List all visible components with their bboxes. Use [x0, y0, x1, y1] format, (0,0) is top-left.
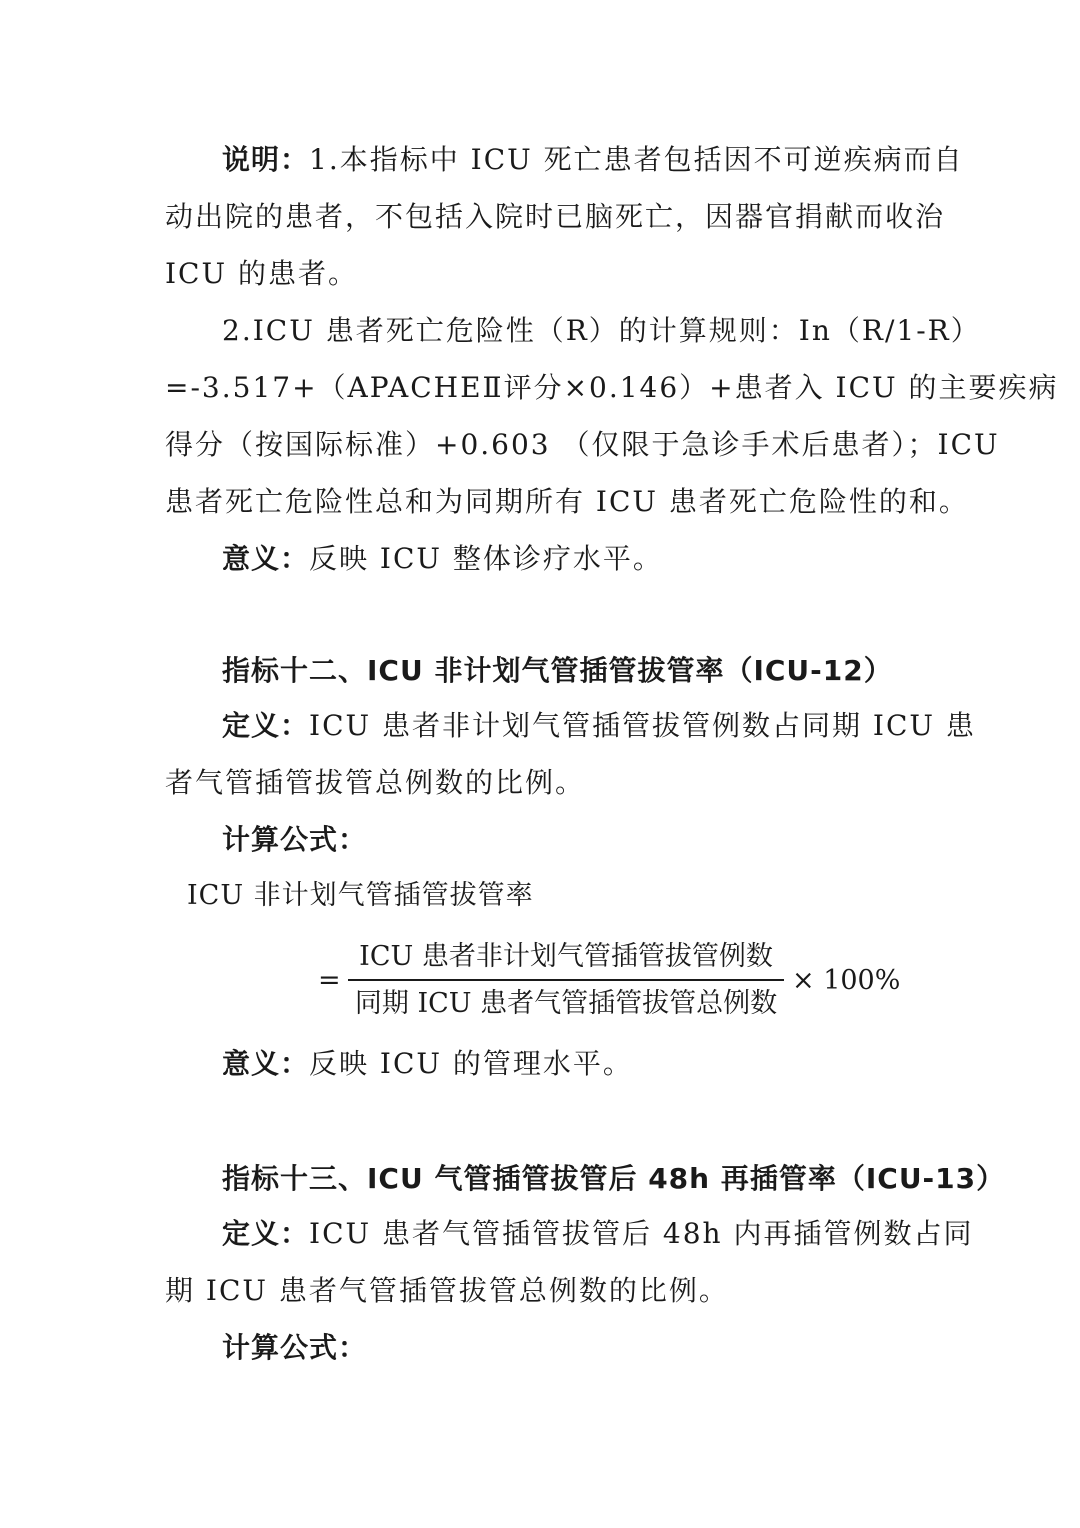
indicator-13-definition-line-2: 期 ICU 患者气管插管拔管总例数的比例。 [165, 1274, 729, 1307]
indicator-13-heading: 指标十三、ICU 气管插管拔管后 48h 再插管率（ICU-13） [222, 1162, 1006, 1195]
note-paragraph-2-line-2: =-3.517+（APACHEⅡ评分×0.146）+患者入 ICU 的主要疾病 [165, 371, 1059, 404]
meaning-label: 意义： [222, 1047, 310, 1080]
formula-fraction [348, 938, 784, 1023]
note-paragraph-2-line-4: 患者死亡危险性总和为同期所有 ICU 患者死亡危险性的和。 [165, 485, 969, 518]
definition-text: ICU 患者非计划气管插管拔管例数占同期 ICU 患 [309, 709, 976, 742]
meaning-label: 意义： [222, 542, 310, 575]
indicator-12-heading: 指标十二、ICU 非计划气管插管拔管率（ICU-12） [222, 654, 893, 687]
fraction-bar [348, 979, 784, 981]
note-paragraph-2-line-3: 得分（按国际标准）+0.603 （仅限于急诊手术后患者）；ICU [165, 428, 1000, 461]
definition-text: ICU 患者气管插管拔管后 48h 内再插管例数占同 [309, 1217, 974, 1250]
formula-denominator: 同期 ICU 患者气管插管拔管总例数 [354, 988, 778, 1019]
definition-label: 定义： [222, 709, 310, 742]
note-paragraph-1-line-2: 动出院的患者，不包括入院时已脑死亡，因器官捐献而收治 [165, 200, 946, 233]
indicator-12-definition-line-2: 者气管插管拔管总例数的比例。 [165, 766, 586, 799]
meaning-text: 反映 ICU 整体诊疗水平。 [309, 542, 663, 575]
formula-name: ICU 非计划气管插管拔管率 [187, 880, 534, 911]
indicator-13-formula-label: 计算公式： [222, 1331, 368, 1364]
indicator-12-formula-label: 计算公式： [222, 823, 368, 856]
meaning-text: 反映 ICU 的管理水平。 [309, 1047, 633, 1080]
indicator-13-definition-line-1 [222, 1214, 973, 1254]
indicator-12-definition-line-1 [222, 706, 976, 746]
formula-numerator: ICU 患者非计划气管插管拔管例数 [359, 941, 773, 972]
note-label: 说明： [222, 143, 310, 176]
formula-equals-sign: = [318, 965, 341, 996]
note-text: 1.本指标中 ICU 死亡患者包括因不可逆疾病而自 [309, 143, 964, 176]
note-paragraph-2-line-1: 2.ICU 患者死亡危险性（R）的计算规则：In（R/1-R） [222, 314, 981, 347]
note-paragraph-1-line-3: ICU 的患者。 [165, 257, 358, 290]
definition-label: 定义： [222, 1217, 310, 1250]
formula-multiplier: × 100% [792, 965, 901, 996]
note-paragraph-1-line-1 [222, 140, 964, 180]
indicator-12-meaning [222, 1044, 633, 1084]
meaning-11 [222, 539, 663, 579]
